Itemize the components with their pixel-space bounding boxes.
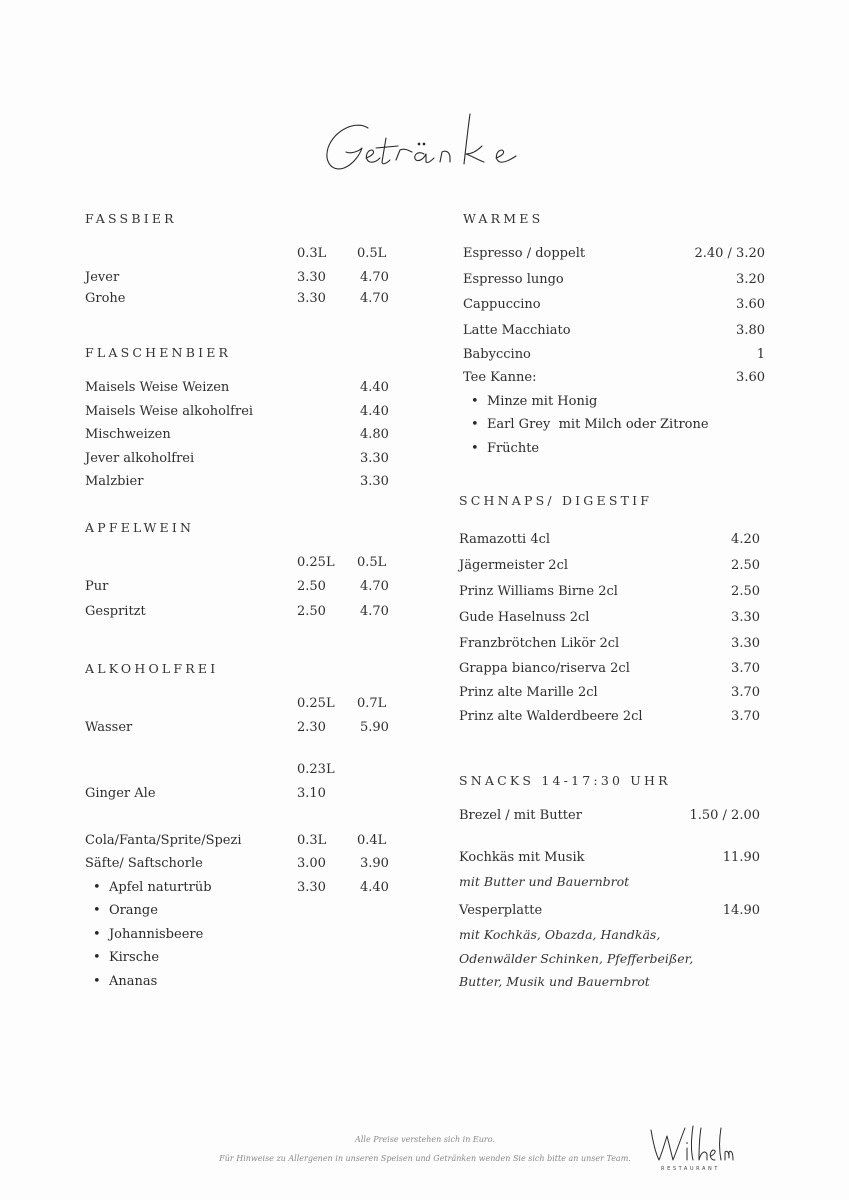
menu-item-price: 3.00 (297, 856, 326, 871)
menu-item-name: Grohe (85, 291, 126, 306)
menu-item-price: 2.50 (297, 579, 326, 594)
menu-item-name: Babyccino (463, 347, 531, 362)
menu-item-name: Jever (85, 270, 120, 285)
menu-item-price: 3.80 (736, 323, 765, 338)
menu-item-name: Espresso / doppelt (463, 246, 586, 261)
page-title (320, 108, 540, 188)
menu-item-name: Grappa bianco/riserva 2cl (459, 661, 630, 676)
menu-item-price: 3.60 (736, 297, 765, 312)
menu-item-price: 4.40 (360, 880, 389, 895)
menu-item-name: Cola/Fanta/Sprite/Spezi (85, 833, 242, 848)
menu-item-name: Pur (85, 579, 109, 594)
footer-price-note: Alle Preise verstehen sich in Euro. (355, 1135, 495, 1144)
menu-item-price: 2.50 (731, 558, 760, 573)
cola-size-2: 0.4L (357, 833, 387, 848)
menu-item-name: Prinz alte Walderdbeere 2cl (459, 709, 643, 724)
section-heading-apfelwein: APFELWEIN (85, 520, 195, 535)
menu-item-price: 3.70 (731, 661, 760, 676)
menu-item-price: 3.70 (731, 709, 760, 724)
menu-item-price: 4.70 (360, 604, 389, 619)
list-item: • Kirsche (93, 950, 160, 965)
menu-item-price: 4.40 (360, 404, 389, 419)
menu-item-price: 4.70 (360, 270, 389, 285)
menu-item-price: 3.70 (731, 685, 760, 700)
menu-item-name: Gespritzt (85, 604, 146, 619)
menu-item-price: 3.30 (297, 270, 326, 285)
bullet-icon: • (93, 974, 101, 989)
menu-item-name: Mischweizen (85, 427, 171, 442)
menu-item-name: Ramazotti 4cl (459, 532, 551, 547)
menu-item-name: Prinz Williams Birne 2cl (459, 584, 618, 599)
menu-item-name: Säfte/ Saftschorle (85, 856, 203, 871)
menu-item-price: 3.30 (731, 610, 760, 625)
menu-item-price: 2.50 (297, 604, 326, 619)
menu-item-description: mit Butter und Bauernbrot (459, 874, 630, 889)
menu-item-name: Maisels Weise alkoholfrei (85, 404, 254, 419)
bullet-icon: • (471, 394, 479, 409)
section-heading-fassbier: FASSBIER (85, 211, 177, 226)
fassbier-size-1: 0.3L (297, 246, 327, 261)
bullet-icon: • (93, 880, 101, 895)
section-heading-flaschenbier: FLASCHENBIER (85, 345, 232, 360)
menu-item-name: Brezel / mit Butter (459, 808, 582, 823)
menu-item-name: Jägermeister 2cl (459, 558, 569, 573)
list-item: • Früchte (471, 441, 540, 456)
section-heading-warmes: WARMES (463, 211, 544, 226)
bullet-icon: • (93, 903, 101, 918)
menu-item-name: Espresso lungo (463, 272, 564, 287)
menu-item-name: Tee Kanne: (463, 370, 537, 385)
list-item: • Orange (93, 903, 158, 918)
restaurant-logo (645, 1122, 740, 1177)
menu-item-price: 5.90 (360, 720, 389, 735)
menu-item-price: 4.70 (360, 291, 389, 306)
title-script-graphic (320, 108, 540, 188)
list-item: • Apfel naturtrüb (93, 880, 212, 895)
menu-item-price: 4.20 (731, 532, 760, 547)
section-heading-alkoholfrei: ALKOHOLFREI (85, 661, 219, 676)
menu-item-description: Odenwälder Schinken, Pfefferbeißer, (459, 951, 694, 966)
menu-item-name: Latte Macchiato (463, 323, 571, 338)
menu-item-name: Jever alkoholfrei (85, 451, 195, 466)
menu-item-price: 3.30 (297, 880, 326, 895)
menu-item-price: 1.50 / 2.00 (689, 808, 760, 823)
menu-item-name: Vesperplatte (459, 903, 543, 918)
list-item: • Earl Grey mit Milch oder Zitrone (471, 417, 709, 432)
menu-item-price: 2.50 (731, 584, 760, 599)
menu-item-name: Prinz alte Marille 2cl (459, 685, 598, 700)
footer-allergen-note: Für Hinweise zu Allergenen in unseren Speisen und Getränken wenden Sie sich bitte an unser Team. (219, 1154, 631, 1163)
menu-item-price: 4.40 (360, 380, 389, 395)
menu-item-price: 1 (756, 347, 765, 362)
wasser-size-2: 0.7L (357, 696, 387, 711)
menu-item-price: 11.90 (722, 850, 760, 865)
cola-size-1: 0.3L (297, 833, 327, 848)
menu-item-name: Malzbier (85, 474, 144, 489)
menu-item-price: 4.80 (360, 427, 389, 442)
apfelwein-size-2: 0.5L (357, 555, 387, 570)
bullet-icon: • (93, 950, 101, 965)
section-heading-snacks: SNACKS 14-17:30 UHR (459, 773, 671, 788)
menu-item-name: Franzbrötchen Likör 2cl (459, 636, 620, 651)
wasser-size-1: 0.25L (297, 696, 335, 711)
menu-item-price: 3.10 (297, 786, 326, 801)
menu-item-price: 3.30 (360, 474, 389, 489)
list-item: • Minze mit Honig (471, 394, 598, 409)
menu-item-price: 3.90 (360, 856, 389, 871)
menu-item-price: 14.90 (722, 903, 760, 918)
ginger-size: 0.23L (297, 762, 335, 777)
menu-item-description: Butter, Musik und Bauernbrot (459, 974, 650, 989)
bullet-icon: • (93, 927, 101, 942)
fassbier-size-2: 0.5L (357, 246, 387, 261)
menu-item-name: Kochkäs mit Musik (459, 850, 585, 865)
logo-subtitle: RESTAURANT (661, 1166, 721, 1172)
menu-item-price: 3.60 (736, 370, 765, 385)
menu-item-name: Maisels Weise Weizen (85, 380, 230, 395)
menu-item-price: 3.20 (736, 272, 765, 287)
apfelwein-size-1: 0.25L (297, 555, 335, 570)
bullet-icon: • (471, 417, 479, 432)
menu-item-price: 3.30 (297, 291, 326, 306)
menu-item-price: 2.30 (297, 720, 326, 735)
section-heading-schnaps: SCHNAPS/ DIGESTIF (459, 493, 653, 508)
menu-item-price: 2.40 / 3.20 (694, 246, 765, 261)
menu-item-name: Cappuccino (463, 297, 541, 312)
bullet-icon: • (471, 441, 479, 456)
menu-item-name: Wasser (85, 720, 133, 735)
menu-item-description: mit Kochkäs, Obazda, Handkäs, (459, 927, 661, 942)
menu-item-price: 3.30 (360, 451, 389, 466)
list-item: • Johannisbeere (93, 927, 204, 942)
menu-item-name: Ginger Ale (85, 786, 156, 801)
menu-item-name: Gude Haselnuss 2cl (459, 610, 590, 625)
list-item: • Ananas (93, 974, 158, 989)
menu-item-price: 3.30 (731, 636, 760, 651)
menu-item-price: 4.70 (360, 579, 389, 594)
